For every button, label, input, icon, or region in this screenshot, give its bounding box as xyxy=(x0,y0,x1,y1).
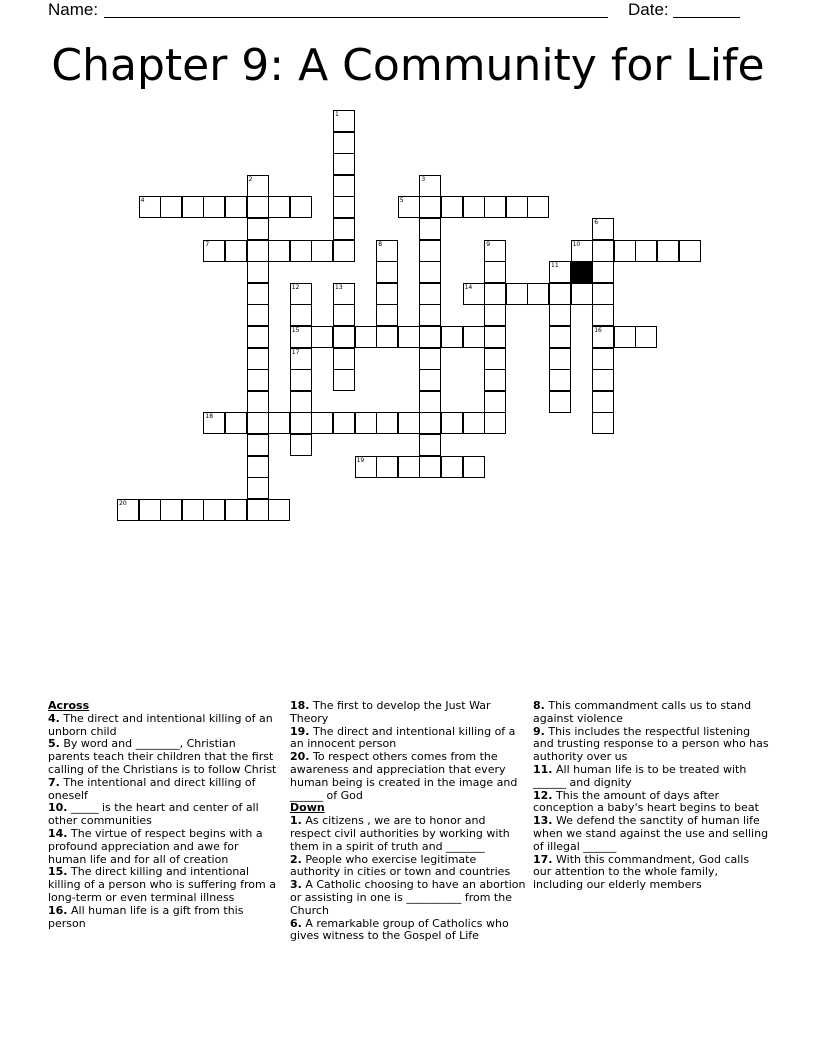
grid-cell[interactable] xyxy=(290,240,312,262)
clue-number: 13 xyxy=(335,283,343,291)
clue-number: 20 xyxy=(119,499,127,507)
grid-cell[interactable] xyxy=(290,283,312,305)
grid-cell[interactable] xyxy=(614,240,636,262)
clue-down-9: 9. This includes the respectful listening and trusting response to a person who has authority over us xyxy=(533,724,769,764)
grid-cell[interactable] xyxy=(376,304,398,326)
clue-down-8: 8. This commandment calls us to stand against violence xyxy=(533,699,752,725)
grid-cell[interactable] xyxy=(333,369,355,391)
grid-cell[interactable] xyxy=(419,261,441,283)
clue-number: 3 xyxy=(421,175,426,183)
clues-column-2 xyxy=(290,700,526,943)
grid-cell[interactable] xyxy=(592,369,614,391)
grid-cell[interactable] xyxy=(398,326,420,348)
grid-cell[interactable] xyxy=(290,326,312,348)
down-header: Down xyxy=(290,801,325,815)
grid-cell[interactable] xyxy=(376,326,398,348)
grid-cell[interactable] xyxy=(333,304,355,326)
grid-cell[interactable] xyxy=(247,240,269,262)
clue-across-4: 4. The direct and intentional killing of an unborn child xyxy=(48,711,273,738)
grid-cell[interactable] xyxy=(247,369,269,391)
grid-cell[interactable] xyxy=(506,196,528,218)
grid-cell[interactable] xyxy=(225,499,247,521)
grid-cell[interactable] xyxy=(549,391,571,413)
grid-cell[interactable] xyxy=(182,499,204,521)
grid-cell[interactable] xyxy=(549,283,571,305)
grid-cell[interactable] xyxy=(225,240,247,262)
clue-number: 6 xyxy=(594,219,599,226)
grid-cell[interactable] xyxy=(592,261,614,283)
grid-cell[interactable] xyxy=(311,240,333,262)
grid-cell[interactable] xyxy=(247,218,269,240)
grid-cell[interactable] xyxy=(333,218,355,240)
grid-cell[interactable] xyxy=(635,240,657,262)
grid-cell[interactable] xyxy=(247,348,269,370)
grid-cell[interactable] xyxy=(247,175,269,197)
clue-number: 8 xyxy=(378,240,383,248)
grid-cell[interactable] xyxy=(419,348,441,370)
grid-cell[interactable] xyxy=(419,304,441,326)
grid-cell[interactable] xyxy=(398,196,420,218)
grid-cell[interactable] xyxy=(463,456,485,478)
grid-cell[interactable] xyxy=(333,348,355,370)
grid-cell[interactable] xyxy=(592,391,614,413)
clue-number: 17 xyxy=(291,348,300,356)
grid-cell[interactable] xyxy=(484,283,506,305)
grid-cell[interactable] xyxy=(247,196,269,218)
clues-column-3 xyxy=(533,700,769,892)
grid-cell[interactable] xyxy=(419,434,441,456)
grid-cell[interactable] xyxy=(290,434,312,456)
grid-cell[interactable] xyxy=(592,326,614,348)
grid-cell[interactable] xyxy=(419,412,441,434)
grid-cell[interactable] xyxy=(290,369,312,391)
grid-cell[interactable] xyxy=(268,499,290,521)
name-label: Name: xyxy=(48,0,99,19)
clues-column-1 xyxy=(48,700,280,930)
grid-cell[interactable] xyxy=(635,326,657,348)
grid-cell[interactable] xyxy=(549,304,571,326)
grid-cell[interactable] xyxy=(571,283,593,305)
grid-cell[interactable] xyxy=(592,283,614,305)
clue-number: 18 xyxy=(205,413,214,421)
grid-cell[interactable] xyxy=(268,240,290,262)
grid-cell[interactable] xyxy=(355,456,377,478)
grid-cell[interactable] xyxy=(592,240,614,262)
clue-number: 11 xyxy=(551,262,559,270)
grid-cell[interactable] xyxy=(592,218,614,240)
clue-number: 9 xyxy=(486,240,491,248)
clue-down-3: 3. A Catholic choosing to have an abortion or assisting in one is __________ from the Church xyxy=(290,878,526,917)
grid-cell[interactable] xyxy=(527,196,549,218)
grid-cell[interactable] xyxy=(117,499,139,521)
grid-cell[interactable] xyxy=(419,175,441,197)
grid-black-cell xyxy=(571,261,593,283)
clue-number: 1 xyxy=(335,111,339,118)
clue-number: 5 xyxy=(399,197,404,205)
clue-down-6: 6. A remarkable group of Catholics who gives witness to the Gospel of Life xyxy=(290,916,509,943)
grid-cell[interactable] xyxy=(463,326,485,348)
grid-cell[interactable] xyxy=(484,196,506,218)
clue-across-19: 19. The direct and intentional killing of a an innocent person xyxy=(290,724,516,751)
grid-cell[interactable] xyxy=(268,412,290,434)
grid-cell[interactable] xyxy=(441,196,463,218)
grid-cell[interactable] xyxy=(419,369,441,391)
grid-cell[interactable] xyxy=(376,261,398,283)
grid-cell[interactable] xyxy=(549,261,571,283)
across-header: Across xyxy=(48,699,90,712)
grid-cell[interactable] xyxy=(398,456,420,478)
clue-down-1: 1. As citizens , we are to honor and respect civil authorities by working with them in a spirit of truth and _______ xyxy=(290,814,510,853)
clue-across-14: 14. The virtue of respect begins with a profound appreciation and awe for human life and for all of creation xyxy=(48,826,263,866)
grid-cell[interactable] xyxy=(441,456,463,478)
grid-cell[interactable] xyxy=(484,391,506,413)
grid-cell[interactable] xyxy=(311,326,333,348)
grid-cell[interactable] xyxy=(484,261,506,283)
clue-across-18: 18. The first to develop the Just War Theory xyxy=(290,699,491,725)
grid-cell[interactable] xyxy=(203,412,225,434)
grid-cell[interactable] xyxy=(506,283,528,305)
clue-number: 14 xyxy=(464,283,473,291)
clue-number: 16 xyxy=(594,327,602,334)
grid-cell[interactable] xyxy=(247,391,269,413)
grid-cell[interactable] xyxy=(419,240,441,262)
grid-cell[interactable] xyxy=(419,326,441,348)
grid-cell[interactable] xyxy=(290,304,312,326)
grid-cell[interactable] xyxy=(549,348,571,370)
clue-across-16: 16. All human life is a gift from this person xyxy=(48,903,244,930)
grid-cell[interactable] xyxy=(592,412,614,434)
grid-cell[interactable] xyxy=(203,196,225,218)
grid-cell[interactable] xyxy=(139,196,161,218)
grid-cell[interactable] xyxy=(225,412,247,434)
grid-cell[interactable] xyxy=(463,283,485,305)
grid-cell[interactable] xyxy=(441,326,463,348)
grid-cell[interactable] xyxy=(419,196,441,218)
clue-down-17: 17. With this commandment, God calls our attention to the whole family, including our elderly members xyxy=(533,852,750,892)
grid-cell[interactable] xyxy=(247,283,269,305)
grid-cell[interactable] xyxy=(592,304,614,326)
clue-down-13: 13. We defend the sanctity of human life when we stand against the use and selling of illegal ______ xyxy=(533,814,769,853)
grid-cell[interactable] xyxy=(290,391,312,413)
grid-cell[interactable] xyxy=(247,412,269,434)
clue-number: 12 xyxy=(291,283,300,291)
grid-cell[interactable] xyxy=(376,412,398,434)
grid-cell[interactable] xyxy=(549,326,571,348)
grid-cell[interactable] xyxy=(484,369,506,391)
grid-cell[interactable] xyxy=(247,499,269,521)
page-title: Chapter 9: A Community for Life xyxy=(51,40,765,91)
clue-down-2: 2. People who exercise legitimate authority in cities or town and countries xyxy=(290,852,511,879)
clue-across-10: 10. _____ is the heart and center of all other communities xyxy=(48,801,259,828)
grid-cell[interactable] xyxy=(247,261,269,283)
grid-cell[interactable] xyxy=(484,304,506,326)
grid-cell[interactable] xyxy=(333,196,355,218)
clue-number: 15 xyxy=(291,327,300,334)
clue-down-11: 11. All human life is to be treated with ______ and dignity xyxy=(533,762,747,789)
grid-cell[interactable] xyxy=(376,456,398,478)
grid-cell[interactable] xyxy=(333,240,355,262)
grid-cell[interactable] xyxy=(376,283,398,305)
grid-cell[interactable] xyxy=(290,348,312,370)
clue-number: 4 xyxy=(140,197,145,205)
grid-cell[interactable] xyxy=(247,434,269,456)
grid-cell[interactable] xyxy=(203,240,225,262)
grid-cell[interactable] xyxy=(527,283,549,305)
grid-cell[interactable] xyxy=(463,412,485,434)
grid-cell[interactable] xyxy=(398,412,420,434)
grid-cell[interactable] xyxy=(247,304,269,326)
grid-cell[interactable] xyxy=(225,196,247,218)
grid-cell[interactable] xyxy=(182,196,204,218)
grid-cell[interactable] xyxy=(592,348,614,370)
grid-cell[interactable] xyxy=(160,499,182,521)
clue-across-15: 15. The direct killing and intentional killing of a person who is suffering from a long-term or even terminal illness xyxy=(48,865,276,904)
grid-cell[interactable] xyxy=(333,153,355,175)
grid-cell[interactable] xyxy=(333,283,355,305)
clue-across-5: 5. By word and ________, Christian parents teach their children that the first calling of the Christians is to follow Christ xyxy=(48,737,277,776)
grid-cell[interactable] xyxy=(419,391,441,413)
grid-cell[interactable] xyxy=(484,412,506,434)
grid-cell[interactable] xyxy=(355,326,377,348)
grid-cell[interactable] xyxy=(203,499,225,521)
clue-number: 10 xyxy=(572,240,581,248)
grid-cell[interactable] xyxy=(311,412,333,434)
grid-cell[interactable] xyxy=(333,326,355,348)
grid-cell[interactable] xyxy=(679,240,701,262)
grid-cell[interactable] xyxy=(355,412,377,434)
grid-cell[interactable] xyxy=(484,240,506,262)
grid-cell[interactable] xyxy=(376,240,398,262)
grid-cell[interactable] xyxy=(247,326,269,348)
grid-cell[interactable] xyxy=(247,456,269,478)
grid-cell[interactable] xyxy=(290,196,312,218)
clue-number: 19 xyxy=(356,456,365,464)
grid-cell[interactable] xyxy=(463,196,485,218)
grid-cell[interactable] xyxy=(484,348,506,370)
grid-cell[interactable] xyxy=(247,477,269,499)
grid-cell[interactable] xyxy=(333,110,355,132)
grid-cell[interactable] xyxy=(268,196,290,218)
grid-cell[interactable] xyxy=(333,175,355,197)
grid-cell[interactable] xyxy=(290,412,312,434)
clue-down-12: 12. This the amount of days after conception a baby's heart begins to beat xyxy=(533,788,759,815)
grid-cell[interactable] xyxy=(160,196,182,218)
grid-cell[interactable] xyxy=(139,499,161,521)
clue-number: 7 xyxy=(205,240,210,248)
date-label: Date: xyxy=(628,0,669,19)
clue-number: 2 xyxy=(248,175,253,183)
grid-cell[interactable] xyxy=(571,240,593,262)
clue-across-7: 7. The intentional and direct killing of oneself xyxy=(48,775,256,802)
clue-across-20: 20. To respect others comes from the awareness and appreciation that every human being is created in the image and ______ of God xyxy=(290,750,518,802)
grid-cell[interactable] xyxy=(419,218,441,240)
grid-cell[interactable] xyxy=(419,283,441,305)
grid-cell[interactable] xyxy=(614,326,636,348)
grid-cell[interactable] xyxy=(549,369,571,391)
grid-cell[interactable] xyxy=(333,412,355,434)
grid-cell[interactable] xyxy=(484,326,506,348)
grid-cell[interactable] xyxy=(657,240,679,262)
grid-cell[interactable] xyxy=(333,132,355,154)
grid-cell[interactable] xyxy=(441,412,463,434)
grid-cell[interactable] xyxy=(419,456,441,478)
